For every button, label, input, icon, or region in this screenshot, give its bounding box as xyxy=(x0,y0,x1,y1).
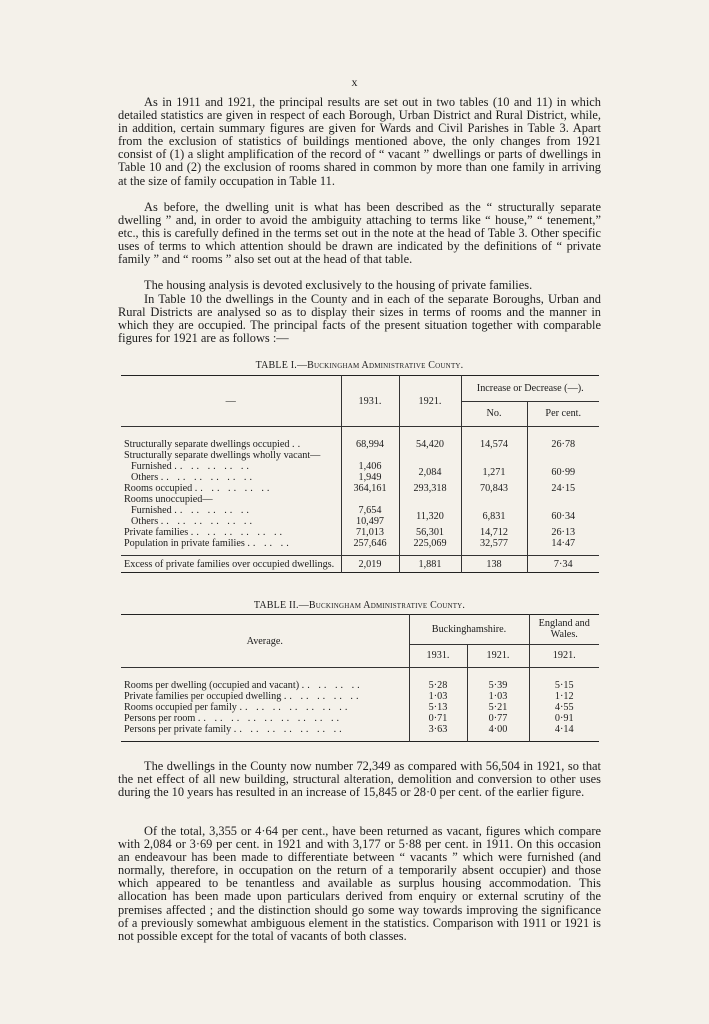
cell: 2,019 xyxy=(341,556,399,573)
cell: 7·34 xyxy=(527,556,599,573)
row-label: Structurally separate dwellings wholly vacant— xyxy=(124,450,321,461)
table-2 xyxy=(121,614,599,742)
cell: 5·28 xyxy=(409,680,467,691)
row-label: Private families xyxy=(124,527,189,538)
table-2-group-ew: England and Wales. xyxy=(529,615,599,645)
table-2-col-1921: 1921. xyxy=(467,644,529,667)
row-label: Excess of private families over occupied dwellings. xyxy=(124,559,335,570)
cell: 1·03 xyxy=(409,691,467,702)
cell: 6,831 xyxy=(461,505,527,527)
cell: 0·71 xyxy=(409,713,467,724)
cell: 293,318 xyxy=(399,483,461,494)
cell: 5·15 xyxy=(529,680,599,691)
cell: 257,646 xyxy=(341,538,399,549)
table-1-col-pct: Per cent. xyxy=(527,401,599,427)
cell: 60·99 xyxy=(527,461,599,483)
row-label: Rooms occupied per family xyxy=(124,702,237,713)
paragraph-5: The dwellings in the County now number 72,349 as compared with 56,504 in 1921, so that the net effect of all new building, structural alteration, demolition and conversion to other uses during the 10 years has resulted in an increase of 15,845 or 28·0 per cent. of the earlier figure. xyxy=(118,759,601,800)
cell: 0·77 xyxy=(467,713,529,724)
row-label: Furnished xyxy=(131,505,172,516)
table-1-row: Others .. .. .. .. .. .. 10,497 xyxy=(121,516,599,527)
table-2-row: Persons per room .. .. .. .. .. .. .. .. .. 0·71 0·77 0·91 xyxy=(121,713,599,724)
cell: 14·47 xyxy=(527,538,599,549)
table-1-row xyxy=(121,494,599,505)
table-1-col-no: No. xyxy=(461,401,527,427)
table-1-caption-title: Buckingham Administrative County. xyxy=(307,360,464,371)
cell: 56,301 xyxy=(399,527,461,538)
table-1-col-1931: 1931. xyxy=(341,376,399,427)
cell: 26·78 xyxy=(527,439,599,450)
cell: 5·39 xyxy=(467,680,529,691)
row-label: Others xyxy=(131,516,159,527)
table-1-header-blank: — xyxy=(225,395,236,407)
table-2-row: Private families per occupied dwelling .. .. .. .. .. 1·03 1·03 1·12 xyxy=(121,691,599,702)
table-1-row: Furnished .. .. .. .. .. 7,654 11,320 6,831 60·34 xyxy=(121,505,599,516)
cell: 14,574 xyxy=(461,439,527,450)
table-2-row: Rooms per dwelling (occupied and vacant) .. .. .. .. 5·28 5·39 5·15 xyxy=(121,680,599,691)
cell: 1·12 xyxy=(529,691,599,702)
row-label: Persons per room xyxy=(124,713,196,724)
cell: 70,843 xyxy=(461,483,527,494)
row-label: Furnished xyxy=(131,461,172,472)
cell: 225,069 xyxy=(399,538,461,549)
cell: 5·21 xyxy=(467,702,529,713)
cell: 1,881 xyxy=(399,556,461,573)
cell: 32,577 xyxy=(461,538,527,549)
page-number: x xyxy=(351,75,358,89)
cell: 3·63 xyxy=(409,724,467,742)
table-2-caption-prefix: TABLE II.— xyxy=(253,600,309,611)
cell: 60·34 xyxy=(527,505,599,527)
paragraph-1: As in 1911 and 1921, the principal results are set out in two tables (10 and 11) in which detailed statistics are given in respect of each Borough, Urban District and Rural District, while, in addition, certain summary figures are given for Wards and Civil Parishes in Table 3. Apart from the exclusion of statistics of buildings mentioned above, the only changes from 1921 consist of (1) a slight amplification of the record of “ vacant ” dwellings or parts of dwellings in Table 10 and (2) the exclusion of rooms shared in common by more than one family in arriving at the size of family occupation in Table 11. xyxy=(118,95,601,188)
cell: 0·91 xyxy=(529,713,599,724)
table-2-col-average: Average. xyxy=(246,635,283,647)
table-2-col-ew-1921: 1921. xyxy=(529,644,599,667)
cell: 4·00 xyxy=(467,724,529,742)
row-label: Persons per private family xyxy=(124,724,232,735)
cell: 5·13 xyxy=(409,702,467,713)
cell: 138 xyxy=(461,556,527,573)
table-1-row: Private families .. .. .. .. .. .. 71,013 56,301 14,712 26·13 xyxy=(121,527,599,538)
table-1-col-1921: 1921. xyxy=(399,376,461,427)
table-1 xyxy=(121,375,599,573)
table-1-row: Furnished .. .. .. .. .. 1,406 2,084 1,271 60·99 xyxy=(121,461,599,472)
cell: 10,497 xyxy=(341,516,399,527)
table-1-group-header: Increase or Decrease (—). xyxy=(461,376,599,402)
cell: 14,712 xyxy=(461,527,527,538)
row-label: Rooms unoccupied— xyxy=(124,494,213,505)
paragraph-3: The housing analysis is devoted exclusively to the housing of private families. xyxy=(144,278,533,292)
table-2-group-bucks: Buckinghamshire. xyxy=(409,615,529,645)
cell: 2,084 xyxy=(399,461,461,483)
row-label: Rooms per dwelling (occupied and vacant) xyxy=(124,680,300,691)
cell: 54,420 xyxy=(399,439,461,450)
cell: 11,320 xyxy=(399,505,461,527)
cell: 364,161 xyxy=(341,483,399,494)
row-label: Private families per occupied dwelling xyxy=(124,691,282,702)
table-2-col-1931: 1931. xyxy=(409,644,467,667)
table-1-row xyxy=(121,450,599,461)
cell: 1·03 xyxy=(467,691,529,702)
table-2-row: Persons per private family .. .. .. .. .. .. .. 3·63 4·00 4·14 xyxy=(121,724,599,742)
table-1-row: Population in private families .. .. .. 257,646 225,069 32,577 14·47 xyxy=(121,538,599,549)
cell: 4·14 xyxy=(529,724,599,742)
row-label: Rooms occupied xyxy=(124,483,193,494)
paragraph-6: Of the total, 3,355 or 4·64 per cent., have been returned as vacant, figures which compare with 2,084 or 3·69 per cent. in 1921 and with 3,177 or 5·88 per cent. in 1911. On this occasion an endeavour has been made to differentiate between “ vacants ” which were furnished (and normally, therefore, in occupation on the return of a temporarily absent occupier) and those which appeared to be tenantless and available as surplus housing accommodation. This allocation has been made upon particulars derived from enquiry or external scrutiny of the premises affected ; and the distinction should go some way towards improving the significance of a previously somewhat ambiguous element in the statistics. Comparison with 1911 or 1921 is not possible except for the total of vacants of both classes. xyxy=(118,824,601,943)
row-label: Population in private families xyxy=(124,538,245,549)
table-1-caption xyxy=(118,360,601,371)
cell: 71,013 xyxy=(341,527,399,538)
cell: 68,994 xyxy=(341,439,399,450)
table-2-row: Rooms occupied per family .. .. .. .. .. .. .. 5·13 5·21 4·55 xyxy=(121,702,599,713)
cell: 1,406 xyxy=(341,461,399,472)
paragraph-2: As before, the dwelling unit is what has been described as the “ structurally separate dwelling ” and, in order to avoid the ambiguity attaching to terms like “ house,” “ tenement,” etc., this is carefully defined in the terms set out in the note at the head of Table 3. Other specific uses of terms to which attention should be drawn are indicated by the definitions of “ private family ” and “ rooms ” also set out at the head of that table. xyxy=(118,200,601,267)
cell: 1,949 xyxy=(341,472,399,483)
table-1-caption-prefix: TABLE I.— xyxy=(255,360,308,371)
table-1-row: Rooms occupied .. .. .. .. .. 364,161 293,318 70,843 24·15 xyxy=(121,483,599,494)
table-1-row: Structurally separate dwellings occupied .. 68,994 54,420 14,574 26·78 xyxy=(121,439,599,450)
paragraph-4: In Table 10 the dwellings in the County and in each of the separate Boroughs, Urban and Rural Districts are analysed so as to display their sizes in terms of rooms and the manner in which they are occupied. The principal facts of the present situation together with comparable figures for 1921 are as follows :— xyxy=(118,292,601,346)
cell: 24·15 xyxy=(527,483,599,494)
table-1-row xyxy=(121,556,599,573)
table-1-row: Others .. .. .. .. .. .. 1,949 xyxy=(121,472,599,483)
row-label: Structurally separate dwellings occupied xyxy=(124,439,290,450)
cell: 7,654 xyxy=(341,505,399,516)
table-2-caption xyxy=(118,600,601,611)
cell: 4·55 xyxy=(529,702,599,713)
cell: 26·13 xyxy=(527,527,599,538)
cell: 1,271 xyxy=(461,461,527,483)
table-2-caption-title: Buckingham Administrative County. xyxy=(308,600,466,611)
row-label: Others xyxy=(131,472,159,483)
